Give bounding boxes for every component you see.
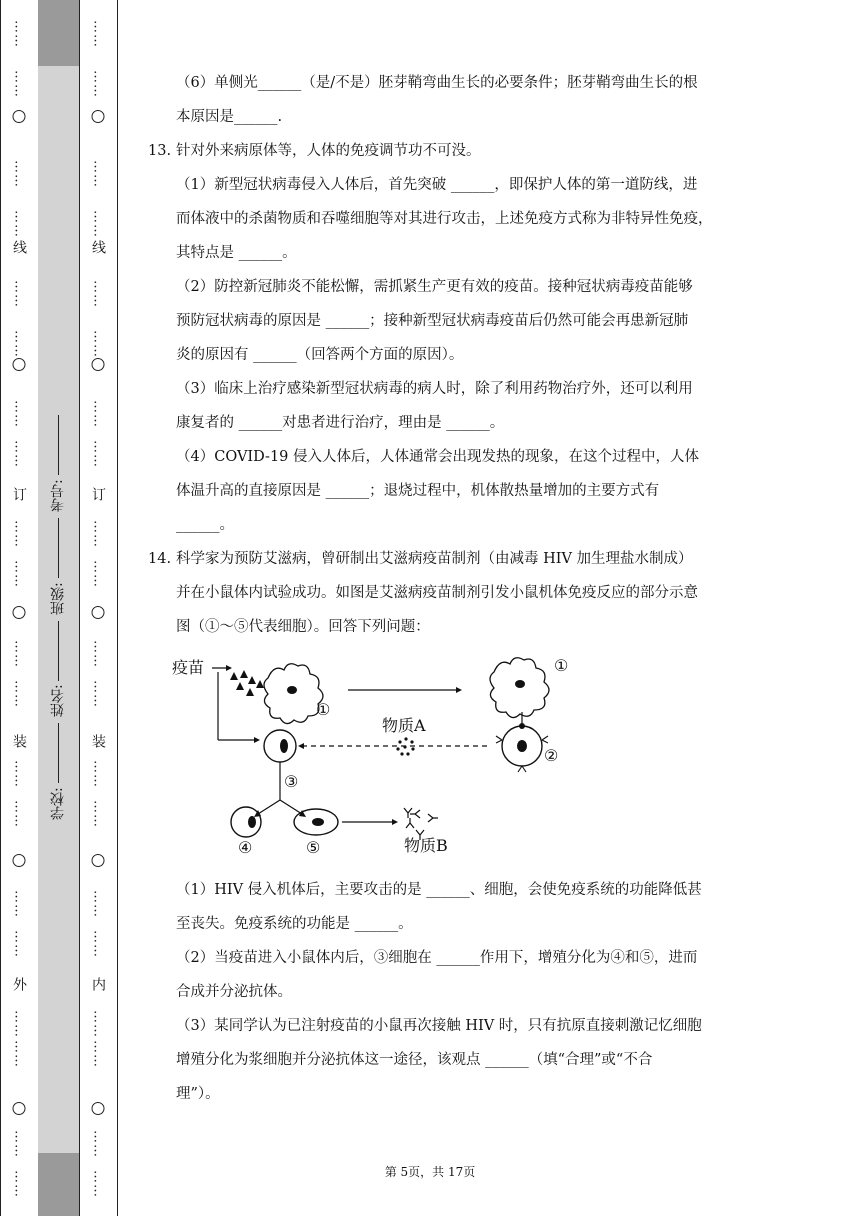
seal-line-dots: …… [11,210,27,238]
seal-line-dots: …… [90,1040,106,1068]
cell1-label: ① [554,656,569,675]
outer-seal-marker: 外 [11,977,27,991]
seal-line-dots: …… [90,20,106,48]
inner-seal-marker: 装 [90,734,106,748]
inner-seal-marker: 订 [90,487,106,501]
seal-line-circle [13,606,26,619]
seal-line-dots: …… [11,680,27,708]
seal-line-dots: …… [11,560,27,588]
seal-line-dots: …… [90,1010,106,1038]
seal-line-dots: …… [11,160,27,188]
inner-seal-marker: 内 [90,977,106,991]
vaccine-label: 疫苗 [172,658,205,677]
seal-line-dots: …… [90,890,106,918]
antigen-particles [230,670,264,696]
seal-line-dots: …… [90,800,106,828]
q13-stem: 13. 针对外来病原体等，人体的免疫调节功不可没。 [146,134,726,168]
seal-line-circle [92,854,105,867]
seal-line-dots: …… [90,280,106,308]
cell1-label: ① [316,700,331,719]
q13-4: （4）COVID-19 侵入人体后，人体通常会出现发热的现象，在这个过程中，人体 体温升高的直接原因是 ______；退烧过程中，机体散热量增加的主要方式有 ______。 [176,449,700,533]
seal-line-dots: …… [11,520,27,548]
seal-line-dots: …… [90,160,106,188]
seal-line-dots: …… [90,640,106,668]
seal-line-dots: …… [11,1130,27,1158]
seal-line-dots: …… [90,440,106,468]
diagram-drawing [172,650,652,865]
substance-a-label: 物质A [382,716,426,735]
seal-line-circle [92,110,105,123]
seal-line-circle [13,358,26,371]
question-number: 13. [148,143,172,159]
student-info [48,380,68,820]
margin-gray-cap-top [38,0,79,66]
inner-seal-line [79,0,117,1216]
margin-rule [117,0,118,1216]
seal-line-circle [92,1102,105,1115]
seal-line-dots: …… [11,20,27,48]
seal-line-dots: …… [11,930,27,958]
outer-seal-line [0,0,38,1216]
cell4-label: ④ [238,838,253,857]
cell3-label: ③ [284,772,299,791]
seal-line-circle [13,110,26,123]
class-field: 班级: [48,518,68,615]
question-number: 14. [148,551,172,567]
seal-line-dots: …… [11,890,27,918]
exam-number-field: 考号: [48,415,68,512]
seal-line-circle [13,1102,26,1115]
school-field: 学校: [48,723,68,820]
q14-1: （1）HIV 侵入机体后，主要攻击的是 ______、细胞，会使免疫系统的功能降低甚 至丧失。免疫系统的功能是 ______。 [176,882,702,932]
immune-response-diagram [172,650,652,865]
seal-line-dots: …… [11,1040,27,1068]
outer-seal-marker: 订 [11,487,27,501]
seal-line-dots: …… [11,760,27,788]
seal-line-dots: …… [90,680,106,708]
seal-line-dots: …… [90,400,106,428]
seal-line-dots: …… [11,1170,27,1198]
inner-seal-marker: 线 [90,240,106,254]
seal-line-dots: …… [90,520,106,548]
name-field: 姓名: [48,621,68,718]
q13-3: （3）临床上治疗感染新型冠状病毒的病人时，除了利用药物治疗外，还可以利用 康复者的 ______对患者进行治疗，理由是 ______。 [176,381,693,431]
seal-line-dots: …… [90,930,106,958]
q13-1: （1）新型冠状病毒侵入人体后，首先突破 ______，即保护人体的第一道防线，进 而体液中的杀菌物质和吞噬细胞等对其进行攻击，上述免疫方式称为非特异性免疫， 其特点是 ______。 [176,177,713,261]
outer-seal-marker: 线 [11,240,27,254]
substance-b-label: 物质B [404,836,448,855]
seal-line-circle [13,854,26,867]
seal-line-dots: …… [90,1170,106,1198]
q14-2: （2）当疫苗进入小鼠体内后，③细胞在 ______作用下，增殖分化为④和⑤，进而 合成并分泌抗体。 [176,950,698,1000]
seal-line-dots: …… [11,1010,27,1038]
seal-line-dots: …… [11,440,27,468]
q14-stem: 14. 科学家为预防艾滋病，曾研制出艾滋病疫苗制剂（由减毒 HIV 加生理盐水制成） 并在小鼠体内试验成功。如图是艾滋病疫苗制剂引发小鼠机体免疫反应的部分示意 图（①～⑤代表细胞）。回答下列问题： [146,542,726,644]
q14-3: （3）某同学认为已注射疫苗的小鼠再次接触 HIV 时，只有抗原直接刺激记忆细胞 增殖分化为浆细胞并分泌抗体这一途径，该观点 ______（填“合理”或“不合 理”）。 [176,1018,702,1102]
page-number: 第 5页，共 17页 [384,1165,476,1179]
seal-line-dots: …… [90,210,106,238]
seal-line-dots: …… [90,1130,106,1158]
seal-line-dots: …… [90,560,106,588]
seal-line-dots: …… [90,70,106,98]
seal-line-dots: …… [90,330,106,358]
cell2-label: ② [544,746,559,765]
cell5-label: ⑤ [306,838,321,857]
q13-2: （2）防控新冠肺炎不能松懈，需抓紧生产更有效的疫苗。接种冠状病毒疫苗能够 预防冠状病毒的原因是 ______；接种新型冠状病毒疫苗后仍然可能会再患新冠肺 炎的原因有 ______（回答两个方面的原因）。 [176,279,693,363]
page-content [146,66,726,1111]
seal-line-dots: …… [11,280,27,308]
seal-line-dots: …… [11,330,27,358]
seal-line-dots: …… [11,70,27,98]
seal-line-circle [92,358,105,371]
seal-line-dots: …… [90,760,106,788]
seal-line-dots: …… [11,400,27,428]
seal-line-circle [92,606,105,619]
seal-line-dots: …… [11,640,27,668]
outer-seal-marker: 装 [11,734,27,748]
q12-6: （6）单侧光______（是/不是）胚芽鞘弯曲生长的必要条件；胚芽鞘弯曲生长的根 本原因是______. [176,75,698,125]
seal-line-dots: …… [11,800,27,828]
